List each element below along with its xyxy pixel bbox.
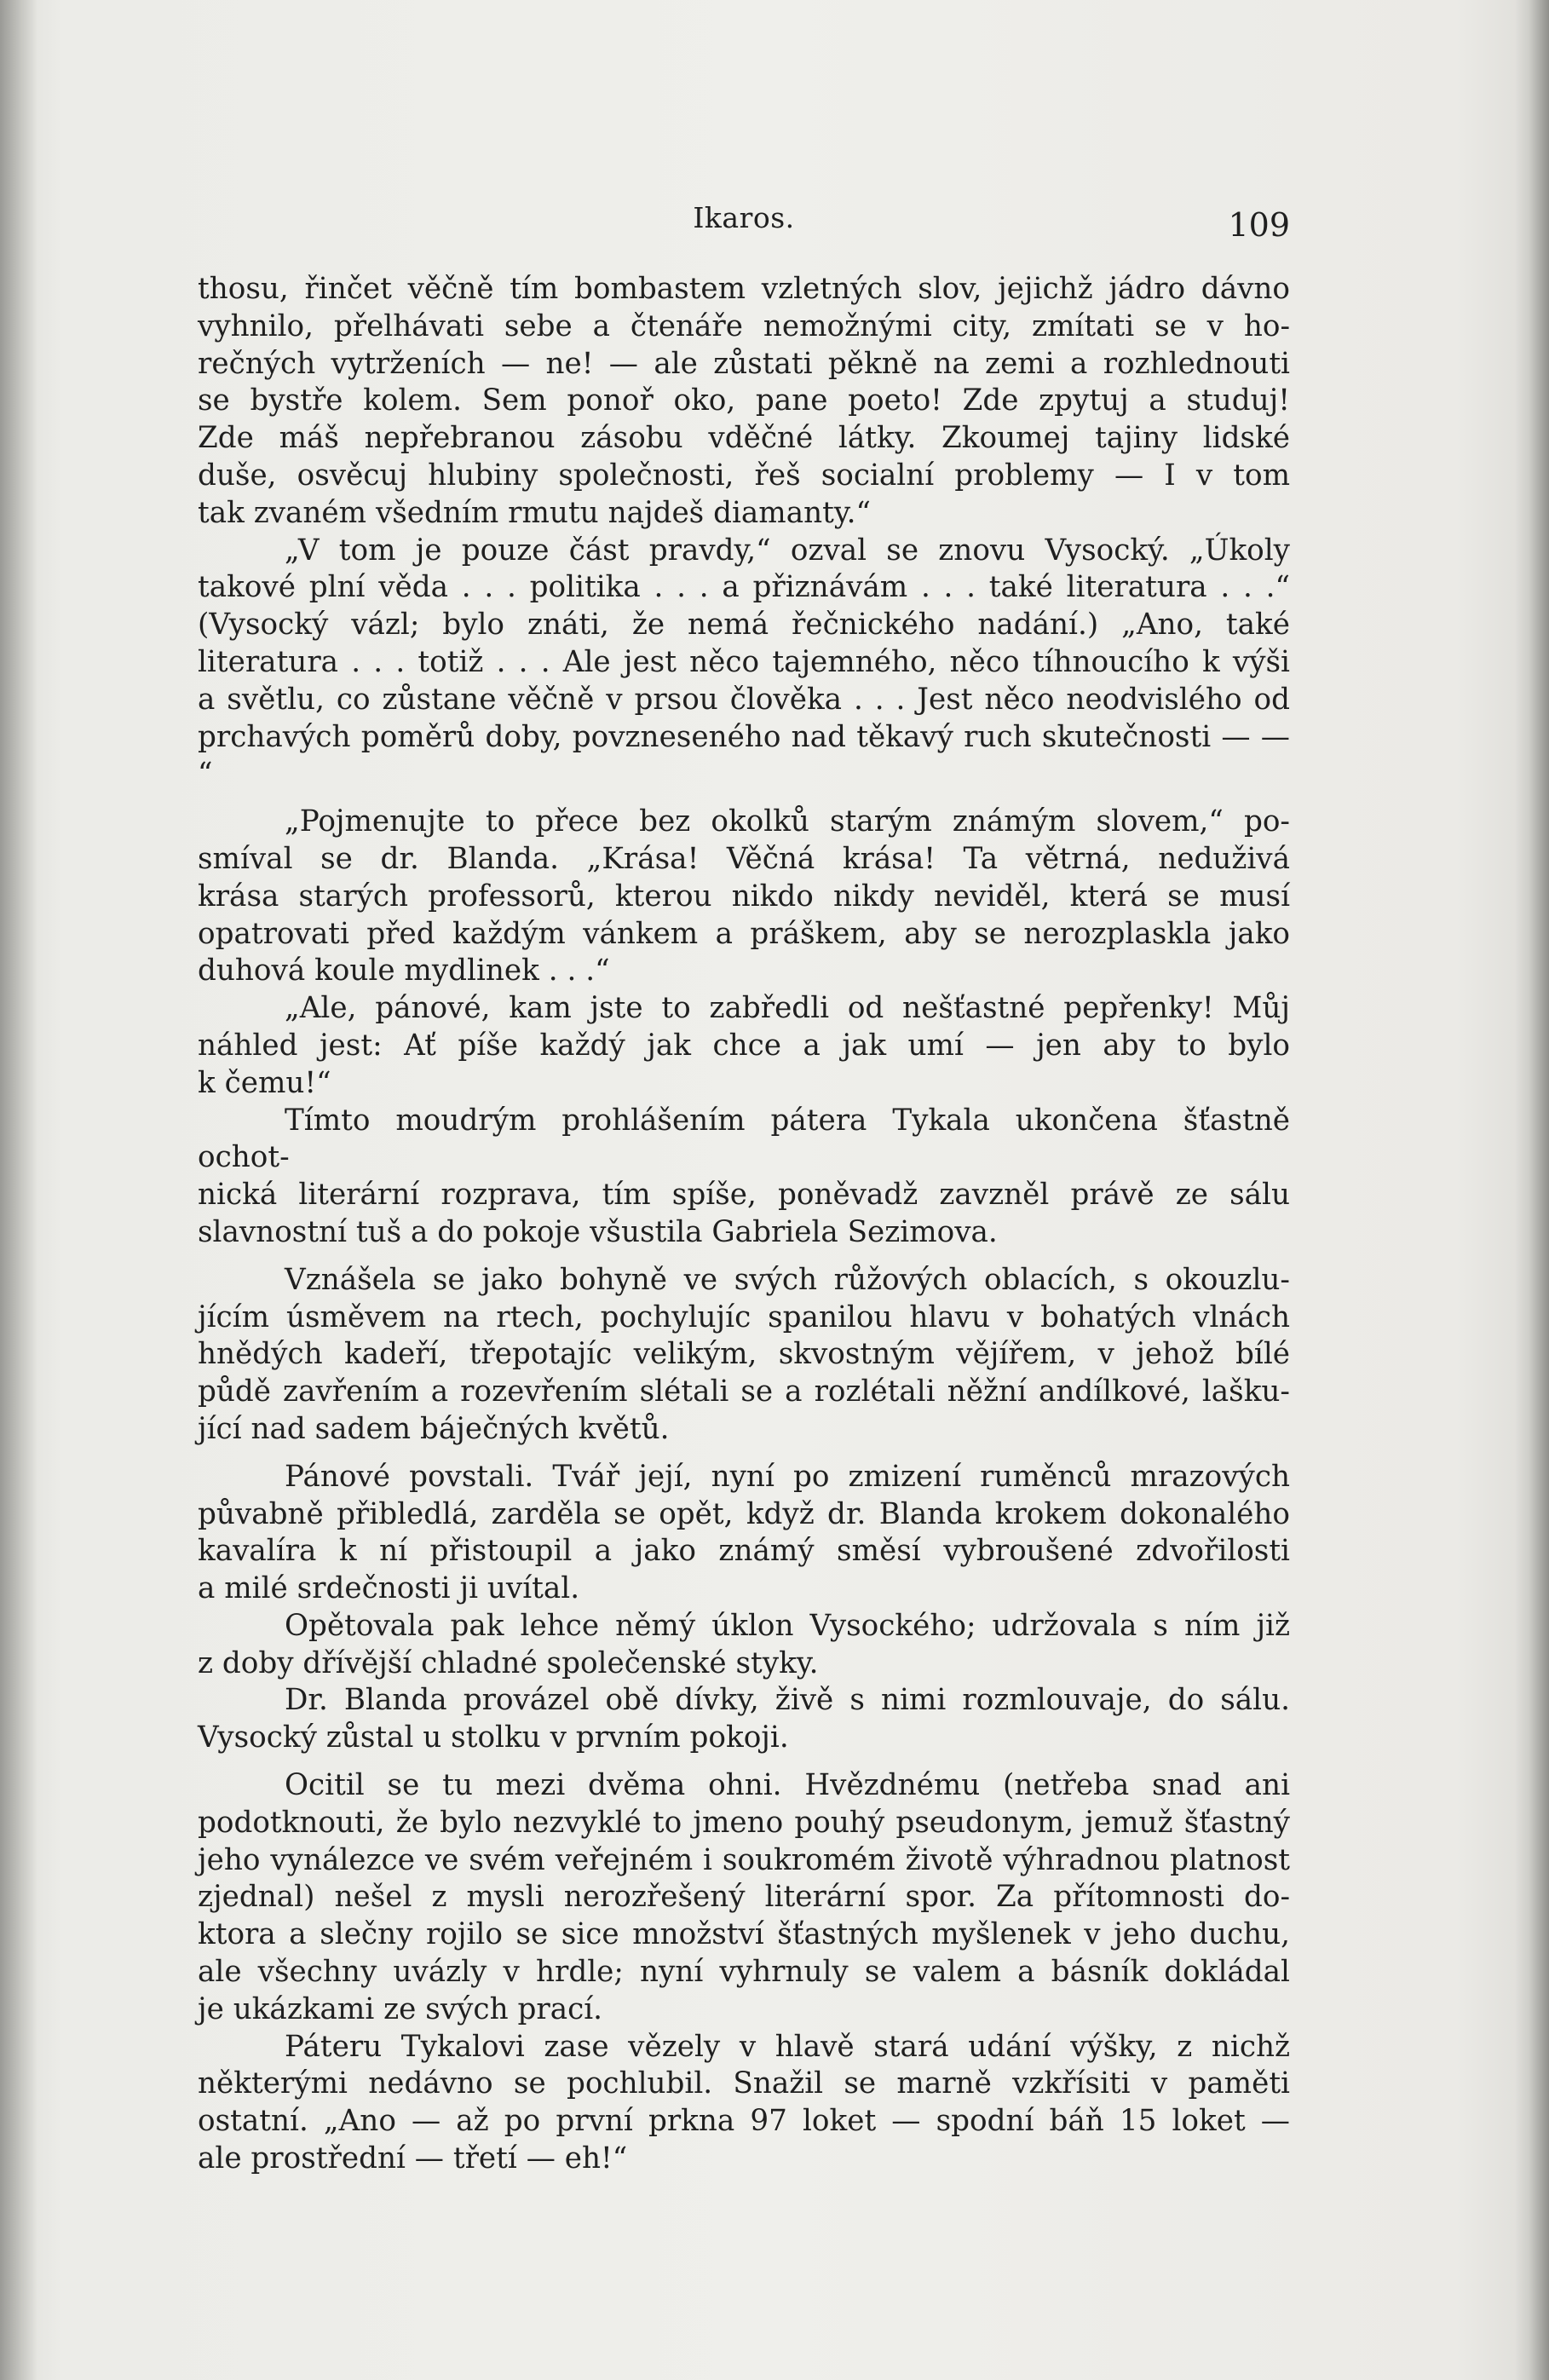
body-text	[198, 271, 1290, 2178]
text-line: ale všechny uvázly v hrdle; nyní vyhrnuly se valem a básník dokládal	[198, 1955, 1290, 1990]
text-line: (Vysocký vázl; bylo znáti, že nemá řečnického nadání.) „Ano, také	[198, 608, 1290, 643]
text-line: opatrovati před každým vánkem a práškem, aby se nerozplaskla jako	[198, 916, 1290, 951]
text-line: podotknouti, že bylo nezvyklé to jmeno pouhý pseudonym, jemuž šťastný	[198, 1805, 1290, 1840]
text-line: jící nad sadem báječných květů.	[198, 1411, 670, 1446]
text-line: prchavých poměrů doby, povzneseného nad těkavý ruch skutečnosti — — “	[198, 719, 1290, 792]
text-line: Vznášela se jako bohyně ve svých růžových oblacích, s okouzlu-	[285, 1262, 1290, 1297]
text-line: nická literární rozprava, tím spíše, poněvadž zavzněl právě ze sálu	[198, 1178, 1290, 1213]
text-line: smíval se dr. Blanda. „Krása! Věčná krása! Ta větrná, neduživá	[198, 841, 1290, 876]
text-line: náhled jest: Ať píše každý jak chce a jak umí — jen aby to bylo	[198, 1028, 1290, 1063]
text-line: krása starých professorů, kterou nikdo nikdy neviděl, která se musí	[198, 879, 1290, 913]
scan-shadow-left	[0, 0, 37, 2380]
text-line: ktora a slečny rojilo se sice množství šťastných myšlenek v jeho duchu,	[198, 1917, 1290, 1952]
text-line: Vysocký zůstal u stolku v prvním pokoji.	[198, 1720, 789, 1755]
scan-shadow-right	[1515, 0, 1549, 2380]
text-line: jícím úsměvem na rtech, pochylujíc spanilou hlavu v bohatých vlnách	[198, 1299, 1290, 1334]
text-line: některými nedávno se pochlubil. Snažil se marně vzkřísiti v paměti	[198, 2066, 1290, 2101]
text-line: Zde máš nepřebranou zásobu vděčné látky. Zkoumej tajiny lidské	[198, 421, 1290, 456]
text-line: půvabně přibledlá, zarděla se opět, když dr. Blanda krokem dokonalého	[198, 1496, 1290, 1531]
text-line: slavnostní tuš a do pokoje všustila Gabriela Sezimova.	[198, 1214, 998, 1249]
text-line: je ukázkami ze svých prací.	[198, 1991, 603, 2026]
text-line: půdě zavřením a rozevřením slétali se a rozlétali něžní andílkové, lašku-	[198, 1374, 1290, 1409]
text-line: takové plní věda . . . politika . . . a přiznávám . . . také literatura . . .“	[198, 570, 1290, 605]
text-line: tak zvaném všedním rmutu najdeš diamanty.“	[198, 495, 871, 530]
text-line: Tímto moudrým prohlášením pátera Tykala ukončena šťastně ochot-	[198, 1103, 1290, 1175]
text-line: literatura . . . totiž . . . Ale jest něco tajemného, něco tíhnoucího k výši	[198, 644, 1290, 679]
text-line: rečných vytrženích — ne! — ale zůstati pěkně na zemi a rozhlednouti	[198, 346, 1290, 381]
text-line: „V tom je pouze část pravdy,“ ozval se znovu Vysocký. „Úkoly	[285, 533, 1290, 568]
text-line: Dr. Blanda provázel obě dívky, živě s nimi rozmlouvaje, do sálu.	[285, 1683, 1290, 1718]
text-line: „Ale, pánové, kam jste to zabředli od nešťastné pepřenky! Můj	[285, 991, 1290, 1026]
text-line: Opětovala pak lehce němý úklon Vysockého; udržovala s ním již	[285, 1608, 1290, 1643]
page-number: 109	[1228, 206, 1290, 244]
text-line: se bystře kolem. Sem ponoř oko, pane poeto! Zde zpytuj a studuj!	[198, 383, 1290, 418]
text-line: ostatní. „Ano — až po první prkna 97 loket — spodní báň 15 loket —	[198, 2104, 1290, 2139]
text-line: „Pojmenujte to přece bez okolků starým známým slovem,“ po-	[285, 804, 1290, 839]
text-line: kavalíra k ní přistoupil a jako známý směsí vybroušené zdvořilosti	[198, 1534, 1290, 1569]
text-line: vyhnilo, přelhávati sebe a čtenáře nemožnými city, zmítati se v ho-	[198, 308, 1290, 343]
text-line: k čemu!“	[198, 1065, 331, 1100]
text-line: Ocitil se tu mezi dvěma ohni. Hvězdnému (netřeba snad ani	[285, 1768, 1290, 1803]
text-line: ale prostřední — třetí — eh!“	[198, 2141, 628, 2176]
text-line: zjednal) nešel z mysli nerozřešený literární spor. Za přítomnosti do-	[198, 1880, 1290, 1915]
text-line: duhová koule mydlinek . . .“	[198, 954, 610, 988]
text-line: z doby dřívější chladné společenské styky.	[198, 1645, 819, 1680]
text-line: duše, osvěcuj hlubiny společnosti, řeš socialní problemy — I v tom	[198, 458, 1290, 493]
text-line: a milé srdečnosti ji uvítal.	[198, 1571, 580, 1606]
text-line: hnědých kadeří, třepotajíc velikým, skvostným vějířem, v jehož bílé	[198, 1337, 1290, 1372]
text-line: Páteru Tykalovi zase vězely v hlavě stará udání výšky, z nichž	[285, 2029, 1290, 2064]
text-line: thosu, řinčet věčně tím bombastem vzletných slov, jejichž jádro dávno	[198, 272, 1290, 306]
text-line: Pánové povstali. Tvář její, nyní po zmizení ruměnců mrazových	[285, 1459, 1290, 1494]
page-header	[198, 194, 1290, 245]
running-title: Ikaros.	[693, 201, 795, 234]
text-line: a světlu, co zůstane věčně v prsou člověka . . . Jest něco neodvislého od	[198, 682, 1290, 717]
text-line: jeho vynálezce ve svém veřejném i soukromém životě výhradnou platnost	[198, 1842, 1290, 1877]
